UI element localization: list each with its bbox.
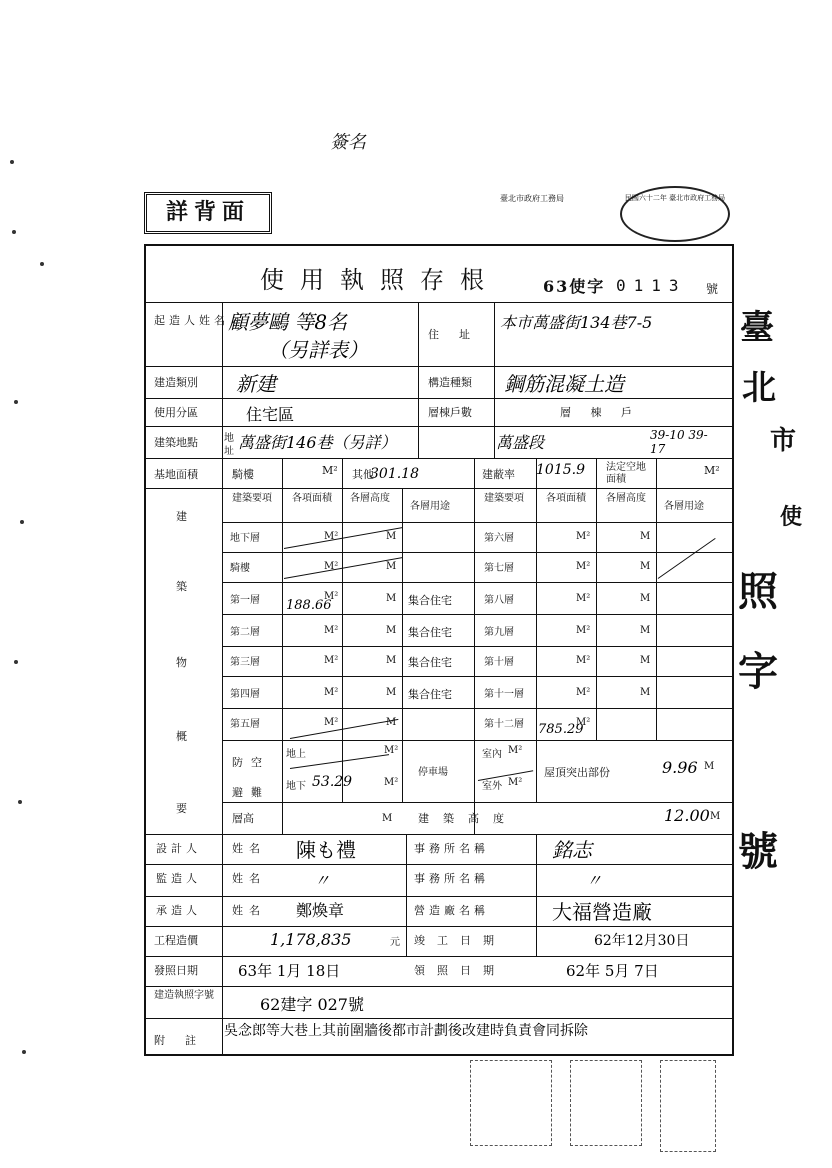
edge-char-7: 號 [738,828,778,875]
grid-line [418,302,419,458]
grid-line [406,834,407,956]
supervisor-name: 〃 [314,871,331,890]
contractor-firm-label: 營造廠名稱 [414,904,489,917]
story-height-label: 層高 [232,812,254,825]
site-value-2: 萬盛段 [496,433,545,452]
parking-indoor-unit: M² [508,745,523,756]
building-height-label: 建築高度 [418,812,518,825]
roof-value: 9.96 [662,758,698,777]
supervisor-label: 監造人 [156,872,201,885]
floor-right-4: 第十層 [484,657,514,668]
faded-stamp [660,1060,716,1152]
scan-speck [14,400,18,404]
unit-m2: M² [324,717,339,728]
grid-line [144,488,734,489]
shelter-below-unit: M² [384,777,399,788]
receive-label: 領照日期 [414,964,506,977]
grid-line [342,458,343,802]
head-height-left: 各層高度 [350,493,390,504]
first-floor-area: 188.66 [286,598,332,613]
document-tag: 詳背面 [144,192,272,234]
cost-label: 工程造價 [154,934,198,947]
other-value: 301.18 [370,466,419,482]
parking-outdoor-label: 室外 [482,781,502,792]
unit-m: M [386,717,397,728]
shelter-below-label: 地下 [286,781,306,792]
faded-stamp [570,1060,642,1146]
remarks-label: 附註 [154,1034,216,1047]
grid-line [494,302,495,458]
floors-value: 層 棟 戶 [560,406,640,419]
total-area: 785.29 [538,722,584,737]
permit-suffix: 號 [706,282,719,296]
applicant-value: 顧夢鷗 等8名 [228,310,348,334]
scan-speck [10,160,14,164]
designer-name: 陳も禮 [296,838,356,862]
site-sub-label: 地址 [224,433,234,457]
use-zone-label: 使用分區 [154,406,198,419]
grid-line [144,834,734,835]
grid-line [222,740,734,741]
arcade-label: 騎樓 [232,468,254,481]
side-label-3: 物 [176,656,187,669]
unit-m2: M² [576,561,591,572]
grid-line [222,552,734,553]
unit-m2: M² [576,717,591,728]
legal-unit: M² [704,464,720,477]
shelter-above-unit: M² [384,745,399,756]
story-height-unit: M [382,813,393,824]
issue-value: 63年 1月 18日 [238,962,341,980]
address-label: 住址 [428,328,490,341]
head-use-right: 各層用途 [664,501,704,512]
floor-right-6: 第十二層 [484,719,524,730]
grid-line [144,1018,734,1019]
scan-speck [14,660,18,664]
floor-right-3: 第九層 [484,627,514,638]
floor-right-2: 第八層 [484,595,514,606]
floor-left-2: 第一層 [230,595,260,606]
complete-value: 62年12月30日 [594,933,690,949]
use-value-3: 集合住宅 [408,656,452,669]
building-height-unit: M [710,811,721,822]
unit-m: M [386,531,397,542]
applicant-value-2: （另詳表） [268,338,368,362]
head-height-right: 各層高度 [606,493,646,504]
faded-stamp [470,1060,552,1146]
unit-m2: M² [576,593,591,604]
floor-left-0: 地下層 [230,533,260,544]
grid-line [536,834,537,956]
complete-label: 竣工日期 [414,934,506,947]
grid-line [222,646,734,647]
grid-line [144,926,734,927]
contractor-name-label: 姓名 [232,904,266,917]
site-lot: 39-10 39-17 [650,428,708,456]
area-unit: M² [322,464,338,477]
designer-office-label: 事務所名稱 [414,842,489,855]
grid-line [144,458,734,459]
supervisor-office: 〃 [586,871,603,890]
site-value: 萬盛街146巷（另詳） [238,433,397,452]
edge-char-2: 北 [742,368,776,408]
use-value-4: 集合住宅 [408,688,452,701]
top-signature: 簽名 [330,132,366,153]
parking-label: 停車場 [418,767,448,778]
permit-ref-label: 建造執照字號 [154,990,214,1001]
permit-number: 0113 [616,276,687,295]
building-area-value: 1015.9 [536,462,585,478]
cost-unit: 元 [390,937,400,948]
grid-line [474,458,475,834]
side-label-4: 概 [176,730,187,743]
grid-line [144,398,734,399]
head-item-left: 建築要項 [232,493,272,504]
page-title: 使用執照存根 [260,266,500,294]
head-area-right: 各項面積 [546,493,586,504]
floors-label: 層棟戶數 [428,406,472,419]
contractor-firm: 大福營造廠 [552,900,652,924]
issue-label: 發照日期 [154,964,198,977]
grid-line [596,458,597,740]
scan-speck [40,262,44,266]
grid-line [144,302,734,303]
shelter-above-label: 地上 [286,749,306,760]
structure-value: 鋼筋混凝土造 [504,372,624,396]
head-item-right: 建築要項 [484,493,524,504]
use-value-2: 集合住宅 [408,626,452,639]
side-label-2: 築 [176,580,187,593]
build-type-value: 新建 [236,372,276,396]
office-note: 臺北市政府工務局 [500,194,564,203]
applicant-label: 起造人姓名 [154,314,229,327]
grid-line [222,582,734,583]
roof-label: 屋頂突出部份 [544,766,610,779]
floor-right-0: 第六層 [484,533,514,544]
building-area-label: 建蔽率 [482,468,515,481]
grid-line [282,458,283,834]
unit-m2: M² [324,625,339,636]
unit-m: M [640,561,651,572]
unit-m: M [386,593,397,604]
scan-speck [18,800,22,804]
unit-m: M [640,531,651,542]
unit-m: M [386,625,397,636]
floor-left-1: 騎樓 [230,563,250,574]
unit-m2: M² [324,561,339,572]
building-height-value: 12.00 [664,806,710,825]
floor-right-5: 第十一層 [484,689,524,700]
unit-m2: M² [324,687,339,698]
parking-indoor-label: 室內 [482,749,502,760]
permit-ref-value: 62建字 027號 [260,995,364,1014]
receive-value: 62年 5月 7日 [566,962,659,980]
unit-m: M [640,655,651,666]
unit-m2: M² [576,531,591,542]
grid-line [222,802,734,803]
unit-m2: M² [576,625,591,636]
supervisor-office-label: 事務所名稱 [414,872,489,885]
floor-left-5: 第四層 [230,689,260,700]
unit-m: M [386,655,397,666]
grid-line [144,864,734,865]
unit-m2: M² [324,655,339,666]
scan-speck [22,1050,26,1054]
shelter-below-value: 53.29 [312,774,353,790]
structure-label: 構造種類 [428,376,472,389]
contractor-name: 鄭煥章 [296,901,345,920]
unit-m: M [640,687,651,698]
site-label: 建築地點 [154,436,198,449]
edge-char-4: 使 [780,504,803,530]
edge-char-1: 臺 [740,308,774,348]
designer-name-label: 姓名 [232,842,266,855]
side-label-1: 建 [176,510,187,523]
head-area-left: 各項面積 [292,493,332,504]
use-zone-value: 住宅區 [246,405,295,424]
cost-value: 1,178,835 [270,930,352,949]
scan-speck [20,520,24,524]
grid-line [222,676,734,677]
scan-speck [12,230,16,234]
unit-m: M [386,687,397,698]
floor-left-3: 第二層 [230,627,260,638]
unit-m: M [640,593,651,604]
unit-m: M [386,561,397,572]
grid-line [144,986,734,987]
designer-office: 銘志 [552,838,592,862]
grid-line [222,708,734,709]
area-label: 基地面積 [154,468,198,481]
other-label: 其他 [352,468,374,481]
contractor-label: 承造人 [156,904,201,917]
edge-char-3: 市 [770,426,797,456]
designer-label: 設計人 [156,842,201,855]
unit-m2: M² [324,531,339,542]
grid-line [222,614,734,615]
unit-m2: M² [324,591,339,602]
grid-line [402,488,403,802]
unit-m: M [640,625,651,636]
grid-line [144,426,734,427]
floor-right-1: 第七層 [484,563,514,574]
address-value: 本市萬盛街134巷7-5 [500,313,653,332]
parking-outdoor-unit: M² [508,777,523,788]
use-value-1: 集合住宅 [408,594,452,607]
floor-left-4: 第三層 [230,657,260,668]
permit-prefix: 63使字 [543,277,606,296]
side-label-5: 要 [176,802,187,815]
unit-m2: M² [576,687,591,698]
grid-line [222,302,223,1056]
build-type-label: 建造類別 [154,376,198,389]
shelter-label: 防空避難 [232,756,270,799]
supervisor-name-label: 姓名 [232,872,266,885]
unit-m2: M² [576,655,591,666]
grid-line [222,522,734,523]
grid-line [656,458,657,740]
legal-open-label: 法定空地面積 [606,462,646,485]
floor-left-6: 第五層 [230,719,260,730]
edge-char-6: 字 [738,648,778,695]
grid-line [536,458,537,802]
head-use-left: 各層用途 [410,501,450,512]
edge-char-5: 照 [738,568,778,615]
grid-line [144,366,734,367]
office-seal: 民國六十二年 臺北市政府工務局 [620,186,730,242]
roof-unit: M [704,761,715,772]
grid-line [144,956,734,957]
remarks-value: 吳念郎等大巷上其前圍牆後都市計劃後改建時負責會同拆除 [224,1023,588,1039]
